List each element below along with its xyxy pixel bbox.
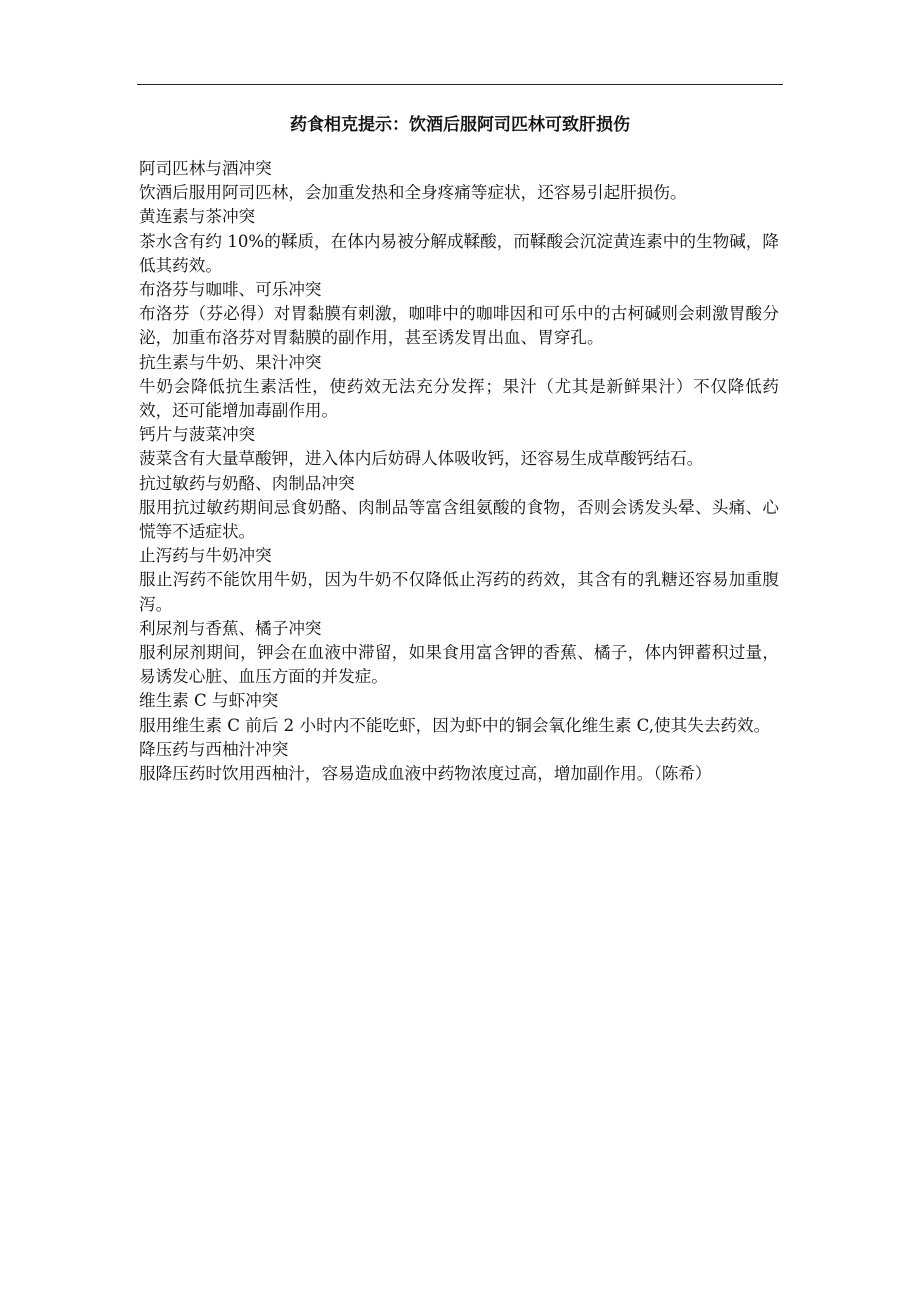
section-body: 茶水含有约 10%的鞣质，在体内易被分解成鞣酸，而鞣酸会沉淀黄连素中的生物碱，降低其药效。 [139,231,779,275]
section-body: 服降压药时饮用西柚汁，容易造成血液中药物浓度过高，增加副作用。（陈希） [139,764,712,784]
section-body: 服用抗过敏药期间忌食奶酪、肉制品等富含组氨酸的食物，否则会诱发头晕、头痛、心慌等不适症状。 [139,497,779,542]
section-heading: 降压药与西柚汁冲突 [139,739,289,759]
document-body [139,157,779,786]
section-body: 饮酒后服用阿司匹林，会加重发热和全身疼痛等症状，还容易引起肝损伤。 [139,183,687,203]
section-body: 服用维生素 C 前后 2 小时内不能吃虾，因为虾中的铜会氧化维生素 C,使其失去药效。 [139,715,771,735]
section-heading: 钙片与菠菜冲突 [139,425,256,445]
header-rule [137,84,783,85]
section-body: 牛奶会降低抗生素活性，使药效无法充分发挥；果汁（尤其是新鲜果汁）不仅降低药效，还可能增加毒副作用。 [139,376,779,421]
section-heading: 抗过敏药与奶酪、肉制品冲突 [139,473,355,493]
section-body: 布洛芬（芬必得）对胃黏膜有刺激，咖啡中的咖啡因和可乐中的古柯碱则会刺激胃酸分泌，加重布洛芬对胃黏膜的副作用，甚至诱发胃出血、胃穿孔。 [139,304,779,348]
section-heading: 阿司匹林与酒冲突 [139,159,272,178]
section-heading: 布洛芬与咖啡、可乐冲突 [139,280,322,300]
section-body: 菠菜含有大量草酸钾，进入体内后妨碍人体吸收钙，还容易生成草酸钙结石。 [139,449,704,469]
section-heading: 维生素 C 与虾冲突 [139,691,279,711]
section-body: 服利尿剂期间，钾会在血液中滞留，如果食用富含钾的香蕉、橘子，体内钾蓄积过量，易诱发心脏、血压方面的并发症。 [139,643,779,687]
section-heading: 抗生素与牛奶、果汁冲突 [139,352,322,372]
section-heading: 利尿剂与香蕉、橘子冲突 [139,618,322,638]
document-title: 药食相克提示：饮酒后服阿司匹林可致肝损伤 [290,115,630,135]
section-body: 服止泻药不能饮用牛奶，因为牛奶不仅降低止泻药的药效，其含有的乳糖还容易加重腹泻。 [139,570,779,614]
section-heading: 止泻药与牛奶冲突 [139,546,272,566]
section-heading: 黄连素与茶冲突 [139,207,256,227]
